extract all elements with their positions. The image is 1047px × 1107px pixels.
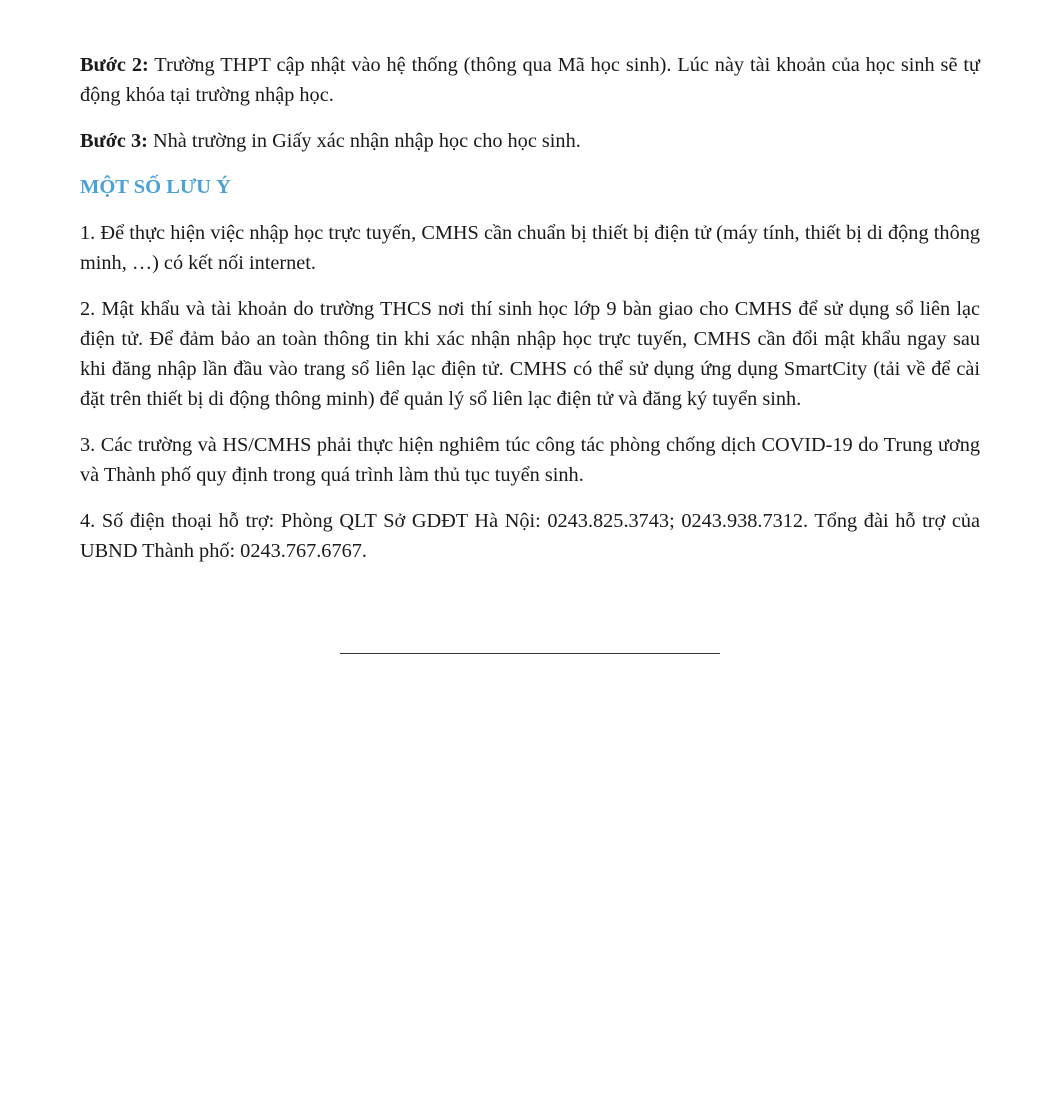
- step-2-label: Bước 2:: [80, 54, 149, 76]
- note-4-number: 4.: [80, 510, 96, 532]
- step-2-text: Trường THPT cập nhật vào hệ thống (thông qua Mã học sinh). Lúc này tài khoản của học sinh sẽ tự động khóa tại trường nhập học.: [80, 54, 980, 106]
- note-4-paragraph: [80, 506, 980, 566]
- document-page: [80, 50, 980, 582]
- note-2-text: Mật khẩu và tài khoản do trường THCS nơi thí sinh học lớp 9 bàn giao cho CMHS để sử dụng sổ liên lạc điện tử. Để đảm bảo an toàn thông tin khi xác nhận nhập học trực tuyến, CMHS cần đổi mật khẩu ngay sau khi đăng nhập lần đầu vào trang sổ liên lạc điện tử. CMHS có thể sử dụng ứng dụng SmartCity (tải về để cài đặt trên thiết bị di động thông minh) để quản lý sổ liên lạc điện tử và đăng ký tuyển sinh.: [80, 298, 980, 410]
- notes-heading: MỘT SỐ LƯU Ý: [80, 176, 231, 198]
- step-2-paragraph: [80, 50, 980, 110]
- note-1-number: 1.: [80, 222, 96, 244]
- note-1-paragraph: [80, 218, 980, 278]
- end-divider: [340, 653, 720, 654]
- note-3-number: 3.: [80, 434, 96, 456]
- note-3-paragraph: [80, 430, 980, 490]
- note-4-text: Số điện thoại hỗ trợ: Phòng QLT Sở GDĐT Hà Nội: 0243.825.3743; 0243.938.7312. Tổng đài hỗ trợ của UBND Thành phố: 0243.767.6767.: [80, 510, 980, 562]
- note-1-text: Để thực hiện việc nhập học trực tuyến, CMHS cần chuẩn bị thiết bị điện tử (máy tính, thiết bị di động thông minh, …) có kết nối internet.: [80, 222, 980, 274]
- note-2-number: 2.: [80, 298, 96, 320]
- step-3-label: Bước 3:: [80, 130, 148, 152]
- note-2-paragraph: [80, 294, 980, 414]
- step-3-text: Nhà trường in Giấy xác nhận nhập học cho học sinh.: [147, 130, 581, 152]
- step-3-paragraph: [80, 126, 980, 156]
- note-3-text: Các trường và HS/CMHS phải thực hiện nghiêm túc công tác phòng chống dịch COVID-19 do Trung ương và Thành phố quy định trong quá trình làm thủ tục tuyển sinh.: [80, 434, 980, 486]
